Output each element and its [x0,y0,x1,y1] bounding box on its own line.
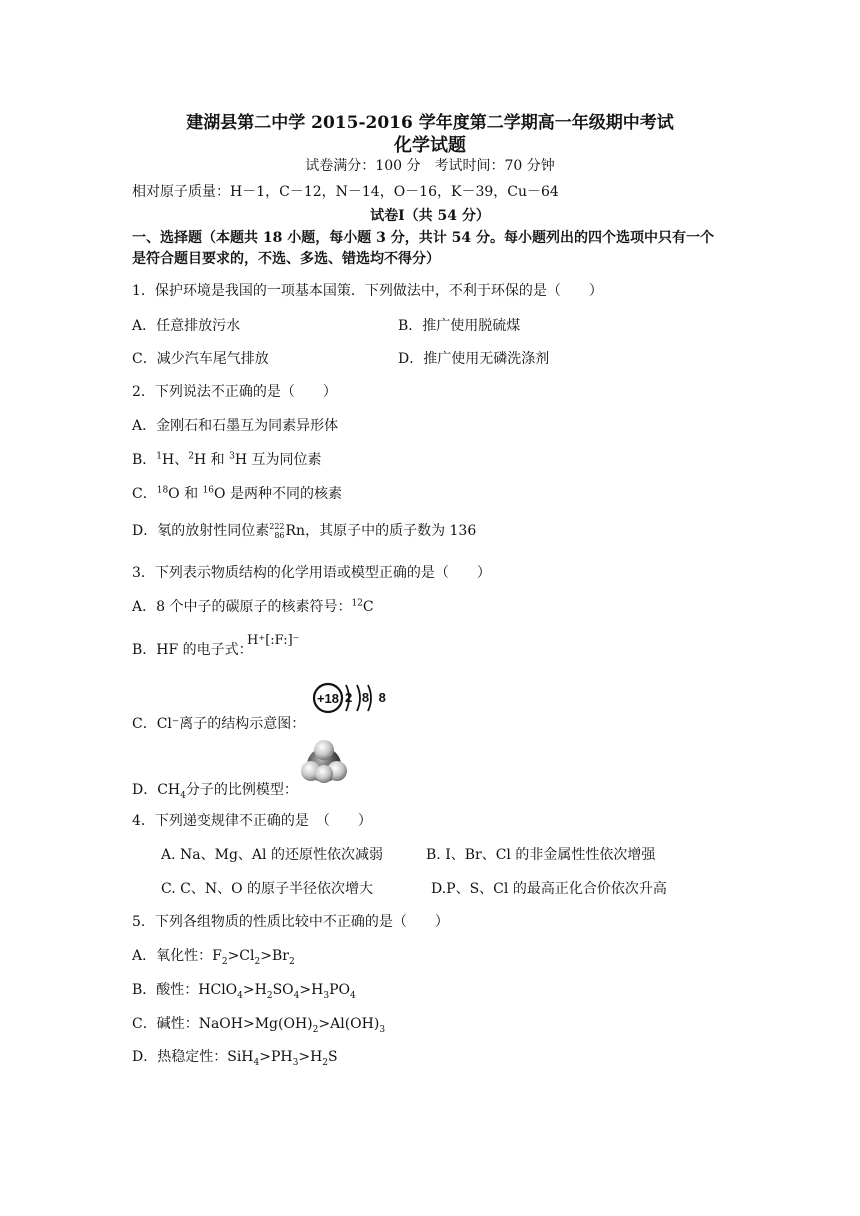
electron-formula-hf: H⁺[:F:]⁻ [247,633,300,648]
question-1-stem: 1．保护环境是我国的一项基本国策．下列做法中，不利于环保的是（ ） [132,283,603,299]
question-4-option-b: B. I、Br、Cl 的非金属性性依次增强 [426,847,656,863]
question-3-option-a: A．8 个中子的碳原子的核素符号：$^{12}$C [132,598,374,615]
atomic-mass-line: 相对原子质量：H－1，C－12，N－14，O－16，K－39，Cu－64 [132,184,559,200]
subject-title: 化学试题 [394,135,466,156]
question-2-option-a: A．金刚石和石墨互为同素异形体 [132,418,339,434]
question-1-option-a: A．任意排放污水 [132,318,241,334]
question-2-option-d: D．氡的放射性同位素 222 86 Rn，其原子中的质子数为 136 [132,522,477,540]
section-title: 试卷Ⅰ（共 54 分） [370,208,490,224]
question-5-option-b: B．酸性：$HClO_4>H_2SO_4>H_3PO_4$ [132,982,356,1001]
instructions-line-2: 是符合题目要求的，不选、多选、错选均不得分） [132,251,440,267]
electron-shell-labels: 2 8 8 [345,690,389,705]
nuclide-notation: 222 86 [269,522,285,540]
question-5-option-c: C．碱性：$NaOH>Mg(OH)_2>Al(OH)_3$ [132,1016,386,1035]
question-4-option-c: C. C、N、O 的原子半径依次增大 [161,881,374,897]
question-1-option-d: D．推广使用无磷洗涤剂 [398,351,550,367]
exam-info: 试卷满分：100 分 考试时间：70 分钟 [305,158,555,174]
instructions-line-1: 一、选择题（本题共 18 小题，每小题 3 分，共计 54 分。每小题列出的四个选项中只有一个 [132,230,714,246]
question-4-stem: 4．下列递变规律不正确的是 （ ） [132,813,372,829]
question-1-option-b: B．推广使用脱硫煤 [398,318,521,334]
exam-title: 建湖县第二中学 2015-2016 学年度第二学期高一年级期中考试 [186,113,674,133]
question-2-option-c: C．$^{18}$O 和 $^{16}$O 是两种不同的核素 [132,485,342,502]
question-5-option-a: A．氧化性：$F_2>Cl_2>Br_2$ [132,948,295,967]
nucleus-charge-label: +18 [316,691,340,706]
question-4-option-a: A. Na、Mg、Al 的还原性依次减弱 [161,847,383,863]
methane-space-filling-model [291,738,357,786]
question-5-option-d: D．热稳定性：$SiH_4>PH_3>H_2S$ [132,1049,338,1068]
question-2-option-b: B．$^1$H、$^2$H 和 $^3$H 互为同位素 [132,451,322,468]
question-5-stem: 5．下列各组物质的性质比较中不正确的是（ ） [132,914,449,930]
question-2-stem: 2．下列说法不正确的是（ ） [132,384,337,400]
question-3-option-b: B．HF 的电子式： [132,642,253,658]
question-1-option-c: C．减少汽车尾气排放 [132,351,269,367]
question-3-stem: 3．下列表示物质结构的化学用语或模型正确的是（ ） [132,565,491,581]
question-4-option-d: D.P、S、Cl 的最高正化合价依次升高 [431,881,667,897]
question-3-option-d: D．$CH_4$分子的比例模型： [132,782,298,801]
question-3-option-c: C．Cl⁻离子的结构示意图： [132,716,306,732]
